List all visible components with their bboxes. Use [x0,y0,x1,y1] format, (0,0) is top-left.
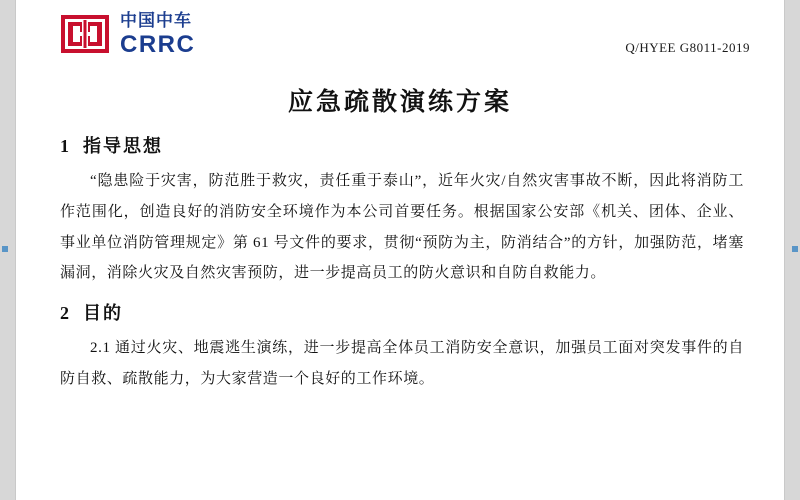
page-title: 应急疏散演练方案 [287,89,512,116]
document-header [16,0,784,74]
brand-logo-text [120,10,195,57]
right-gutter [784,0,800,500]
brand-name-en: CRRC [120,31,196,58]
document-code: Q/HYEE G8011-2019 [625,40,750,55]
section-title-1: 指导思想 [83,136,163,156]
document-body [16,132,784,395]
right-gutter-marker [792,246,798,252]
section-1-paragraph-1: “隐患险于灾害，防范胜于救灾，责任重于泰山”，近年火灾/自然灾害事故不断，因此将消防工作范围化，创造良好的消防安全环境作为本公司首要任务。根据国家公安部《机关、团体、企业、事业单位消防管理规定》第 61 号文件的要求，贯彻“预防为主，防消结合”的方针，加强防范，堵塞漏洞，消除火灾及自然灾害预防，进一步提高员工的防火意识和自防自救能力。 [60,173,744,282]
crrc-logo-icon [60,12,110,56]
brand-name-cn: 中国中车 [120,11,192,30]
section-title-2: 目的 [83,303,123,323]
section-2-paragraph-1: 2.1 通过火灾、地震逃生演练，进一步提高全体员工消防安全意识，加强员工面对突发事件的自防自救、疏散能力，为大家营造一个良好的工作环境。 [60,340,744,387]
section-heading-1 [60,132,744,158]
left-gutter [0,0,16,500]
section-number-2: 2 [60,303,71,323]
document-page [16,0,784,500]
left-gutter-marker [2,246,8,252]
section-number-1: 1 [60,136,71,156]
section-heading-2 [60,299,744,325]
